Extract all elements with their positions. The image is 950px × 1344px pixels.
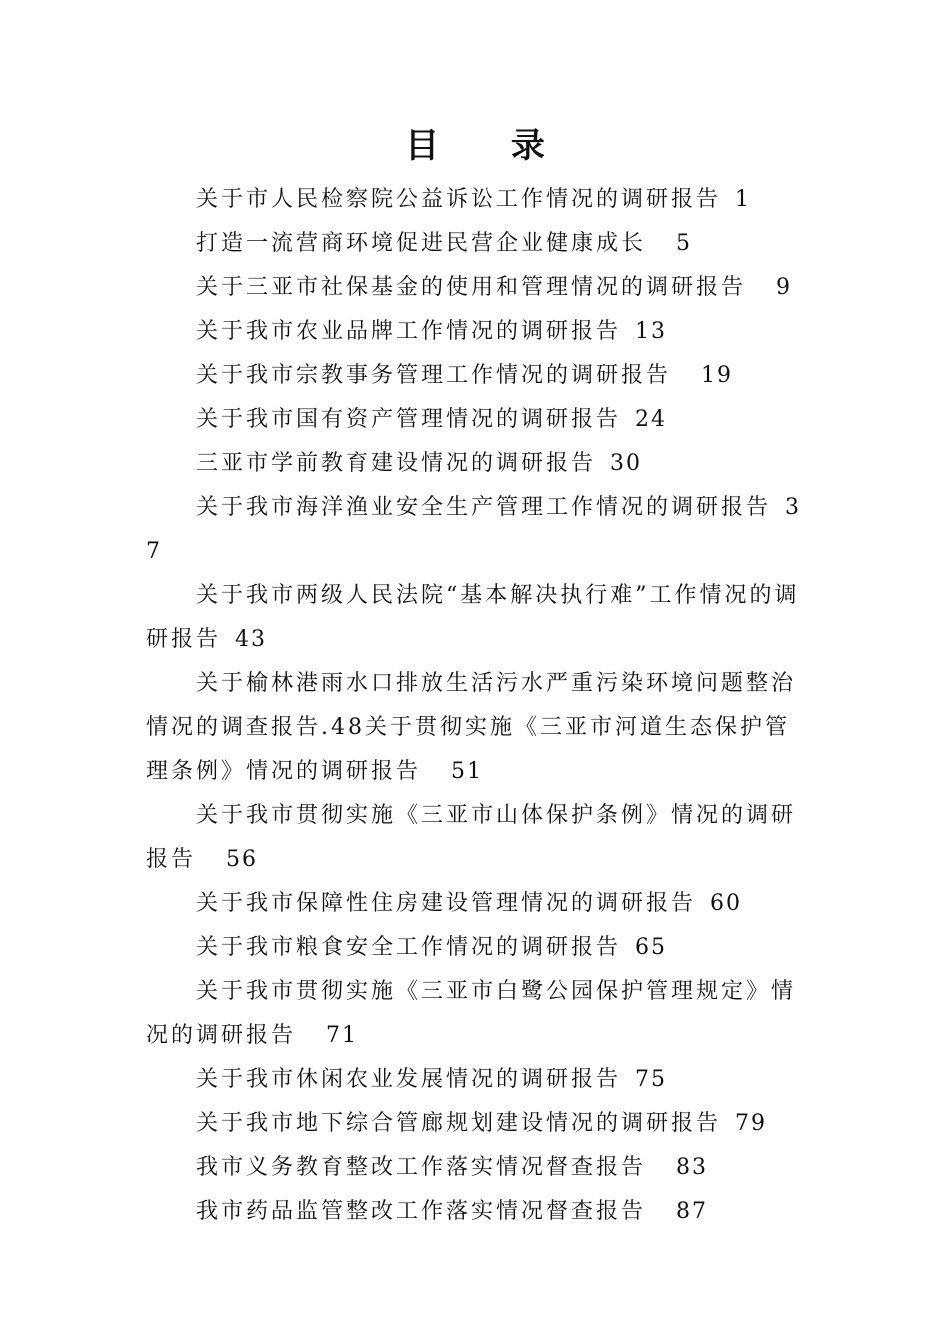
toc-entry-page: 13 — [635, 319, 668, 344]
toc-entry-text: 关于市人民检察院公益诉讼工作情况的调研报告 — [196, 187, 722, 212]
toc-entry-text: 我市药品监管整改工作落实情况督查报告 — [196, 1199, 647, 1224]
toc-entry[interactable] — [146, 970, 806, 1058]
toc-entry[interactable] — [146, 222, 806, 266]
toc-entry-page: 65 — [635, 935, 668, 960]
toc-entry[interactable] — [146, 398, 806, 442]
toc-entry-page: 71 — [326, 1023, 359, 1048]
toc-entry[interactable] — [146, 266, 806, 310]
toc-entry-text: 打造一流营商环境促进民营企业健康成长 — [196, 231, 647, 256]
toc-entry-page: 75 — [635, 1067, 668, 1092]
toc-entry-text: 关于我市国有资产管理情况的调研报告 — [196, 407, 622, 432]
toc-entry[interactable] — [146, 442, 806, 486]
toc-entry[interactable] — [146, 1058, 806, 1102]
toc-entry-page: 43 — [235, 627, 268, 652]
toc-entry-page: 9 — [776, 275, 793, 300]
toc-entry-text: 关于我市宗教事务管理工作情况的调研报告 — [196, 363, 672, 388]
page-title: 目 录 — [405, 126, 575, 166]
toc-entry-text: 关于我市粮食安全工作情况的调研报告 — [196, 935, 622, 960]
toc-entry[interactable] — [146, 926, 806, 970]
toc-entry-page: 30 — [610, 451, 643, 476]
toc-entry[interactable] — [146, 1190, 806, 1234]
toc-entry-page: 60 — [710, 891, 743, 916]
toc-entry[interactable] — [146, 662, 806, 794]
toc-entry-text: 关于我市保障性住房建设管理情况的调研报告 — [196, 891, 697, 916]
toc-entry-page: 56 — [226, 847, 259, 872]
toc-entry-text: 关于我市两级人民法院“基本解决执行难”工作情况的调研报告 — [146, 583, 800, 652]
toc-entry[interactable] — [146, 1102, 806, 1146]
toc-entry-page: 87 — [676, 1199, 709, 1224]
toc-entry-page: 19 — [701, 363, 734, 388]
toc-entry[interactable] — [146, 574, 806, 662]
toc-entry-text: 关于我市地下综合管廊规划建设情况的调研报告 — [196, 1111, 722, 1136]
toc-entry-page: 83 — [676, 1155, 709, 1180]
toc-entry-text: 关于榆林港雨水口排放生活污水严重污染环境问题整治情况的调查报告.48关于贯彻实施《三亚市河道生态保护管理条例》情况的调研报告 — [146, 671, 797, 784]
toc-entry-page: 51 — [451, 759, 484, 784]
toc-entry-text: 关于我市贯彻实施《三亚市山体保护条例》情况的调研报告 — [146, 803, 797, 872]
toc-entry[interactable] — [146, 794, 806, 882]
toc-entry-page: 1 — [735, 187, 752, 212]
toc-entry-page: 5 — [676, 231, 693, 256]
toc-entry-text: 关于我市农业品牌工作情况的调研报告 — [196, 319, 622, 344]
toc-entry-text: 关于我市海洋渔业安全生产管理工作情况的调研报告 — [196, 495, 772, 520]
toc-entry-text: 关于我市贯彻实施《三亚市白鹭公园保护管理规定》情况的调研报告 — [146, 979, 797, 1048]
toc-entry[interactable] — [146, 354, 806, 398]
toc-entry[interactable] — [146, 882, 806, 926]
toc-entry-page: 79 — [735, 1111, 768, 1136]
toc-entry-text: 我市义务教育整改工作落实情况督查报告 — [196, 1155, 647, 1180]
toc-entry-page: 37 — [146, 495, 802, 564]
toc-entry-page: 24 — [635, 407, 668, 432]
toc-entry[interactable] — [146, 310, 806, 354]
toc-entry[interactable] — [146, 1146, 806, 1190]
toc-entry[interactable] — [146, 486, 806, 574]
toc-entry-text: 关于我市休闲农业发展情况的调研报告 — [196, 1067, 622, 1092]
toc-entry-text: 关于三亚市社保基金的使用和管理情况的调研报告 — [196, 275, 747, 300]
toc-entry-text: 三亚市学前教育建设情况的调研报告 — [196, 451, 597, 476]
toc-entry[interactable] — [146, 178, 806, 222]
table-of-contents — [146, 178, 806, 1234]
